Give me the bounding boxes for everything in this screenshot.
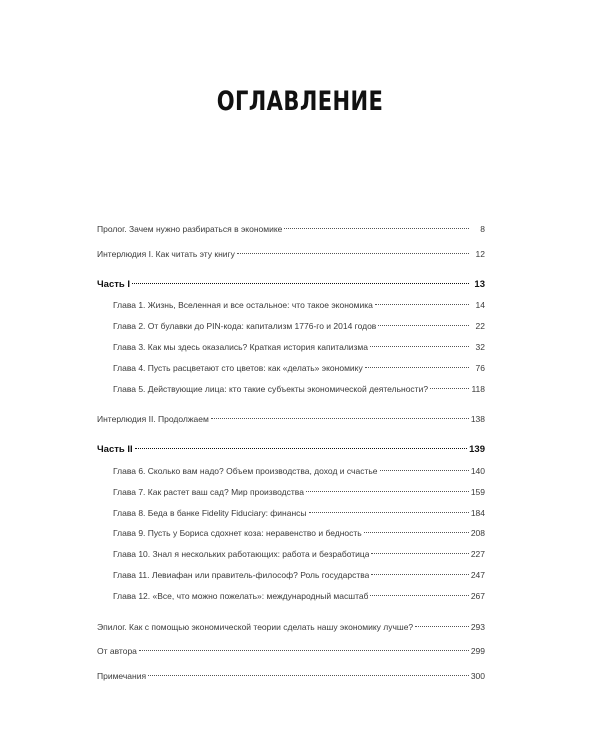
toc-entry-page: 12 xyxy=(475,248,485,259)
toc-part-2[interactable] xyxy=(97,440,485,461)
toc-entry-label: Глава 5. Действующие лица: кто такие субъекты экономической деятельности? xyxy=(113,383,429,394)
dot-leader xyxy=(148,675,469,676)
toc-entry-chapter-4[interactable] xyxy=(97,358,485,379)
toc-entry-label: Глава 7. Как растет ваш сад? Мир производства xyxy=(113,486,304,497)
toc-entry-label: Глава 4. Пусть расцветают сто цветов: как «делать» экономику xyxy=(113,362,363,373)
toc-entry-page: 13 xyxy=(474,278,485,290)
toc-entry-chapter-3[interactable] xyxy=(97,337,485,358)
dot-leader xyxy=(370,595,468,596)
dot-leader xyxy=(364,532,469,533)
toc-entry-page: 299 xyxy=(470,646,485,657)
dot-leader xyxy=(237,253,469,254)
toc-entry-page: 159 xyxy=(470,486,485,497)
dot-leader xyxy=(284,228,469,229)
toc-entry-page: 14 xyxy=(475,300,485,311)
toc-entry-label: Глава 2. От булавки до PIN-кода: капитализм 1776-го и 2014 годов xyxy=(113,321,377,332)
dot-leader xyxy=(370,346,469,347)
toc-part-1[interactable] xyxy=(97,275,485,296)
toc-entry-chapter-10[interactable] xyxy=(97,544,485,565)
toc-part-label: Часть I xyxy=(97,278,131,290)
dot-leader xyxy=(380,470,469,471)
table-of-contents xyxy=(97,219,485,687)
toc-entry-page: 118 xyxy=(471,383,485,394)
toc-entry-page: 293 xyxy=(470,621,485,632)
toc-entry-page: 267 xyxy=(470,590,485,601)
toc-entry-label: Глава 11. Левиафан или правитель-философ? Роль государства xyxy=(113,569,370,580)
dot-leader xyxy=(211,418,469,419)
toc-entry-page: 227 xyxy=(470,549,485,560)
toc-entry-page: 208 xyxy=(470,528,485,539)
toc-entry-chapter-8[interactable] xyxy=(97,503,485,524)
toc-entry-chapter-11[interactable] xyxy=(97,565,485,586)
toc-entry-label: Интерлюдия I. Как читать эту книгу xyxy=(97,248,235,259)
toc-entry-label: Глава 8. Беда в банке Fidelity Fiduciary: финансы xyxy=(113,507,307,518)
toc-entry-label: Интерлюдия II. Продолжаем xyxy=(97,414,209,425)
toc-entry-page: 32 xyxy=(475,341,485,352)
toc-entry-page: 140 xyxy=(470,465,485,476)
dot-leader xyxy=(309,512,469,513)
toc-entry-label: Примечания xyxy=(97,671,147,682)
toc-entry-label: Глава 1. Жизнь, Вселенная и все остальное: что такое экономика xyxy=(113,300,373,311)
dot-leader xyxy=(132,283,469,284)
toc-entry-label: Глава 9. Пусть у Бориса сдохнет коза: неравенство и бедность xyxy=(113,528,362,539)
toc-entry-page: 22 xyxy=(475,321,485,332)
toc-entry-notes[interactable] xyxy=(97,666,485,687)
toc-part-label: Часть II xyxy=(97,444,133,456)
toc-entry-page: 8 xyxy=(480,224,485,234)
page-title: ОГЛАВЛЕНИЕ xyxy=(216,86,384,117)
toc-entry-prologue[interactable] xyxy=(97,219,485,240)
toc-entry-chapter-9[interactable] xyxy=(97,523,485,544)
toc-entry-chapter-5[interactable] xyxy=(97,379,485,400)
dot-leader xyxy=(306,491,469,492)
toc-entry-page: 300 xyxy=(470,671,485,682)
toc-entry-label: От автора xyxy=(97,646,137,657)
dot-leader xyxy=(375,304,469,305)
toc-entry-label: Глава 12. «Все, что можно пожелать»: международный масштаб xyxy=(113,590,369,601)
toc-entry-label: Глава 3. Как мы здесь оказались? Краткая история капитализма xyxy=(113,341,369,352)
toc-entry-chapter-6[interactable] xyxy=(97,461,485,482)
toc-entry-chapter-7[interactable] xyxy=(97,482,485,503)
dot-leader xyxy=(371,553,468,554)
toc-entry-chapter-2[interactable] xyxy=(97,316,485,337)
toc-entry-label: Глава 6. Сколько вам надо? Объем производства, доход и счастье xyxy=(113,465,378,476)
toc-entry-about-author[interactable] xyxy=(97,641,485,662)
toc-entry-page: 247 xyxy=(470,569,485,580)
toc-entry-page: 138 xyxy=(470,414,485,425)
dot-leader xyxy=(371,574,468,575)
toc-entry-interlude-1[interactable] xyxy=(97,244,485,265)
dot-leader xyxy=(415,626,469,627)
toc-entry-label: Глава 10. Знал я нескольких работающих: работа и безработица xyxy=(113,549,370,560)
dot-leader xyxy=(378,325,469,326)
dot-leader xyxy=(135,448,467,449)
dot-leader xyxy=(139,650,469,651)
toc-entry-page: 76 xyxy=(475,362,485,373)
toc-entry-interlude-2[interactable] xyxy=(97,409,485,430)
toc-entry-chapter-1[interactable] xyxy=(97,295,485,316)
toc-entry-epilogue[interactable] xyxy=(97,617,485,638)
dot-leader xyxy=(430,388,469,389)
toc-entry-label: Эпилог. Как с помощью экономической теории сделать нашу экономику лучше? xyxy=(97,621,414,632)
toc-entry-label: Пролог. Зачем нужно разбираться в экономике xyxy=(97,224,283,234)
toc-entry-page: 184 xyxy=(470,507,485,518)
dot-leader xyxy=(365,367,469,368)
toc-entry-chapter-12[interactable] xyxy=(97,586,485,607)
toc-entry-page: 139 xyxy=(469,444,485,456)
